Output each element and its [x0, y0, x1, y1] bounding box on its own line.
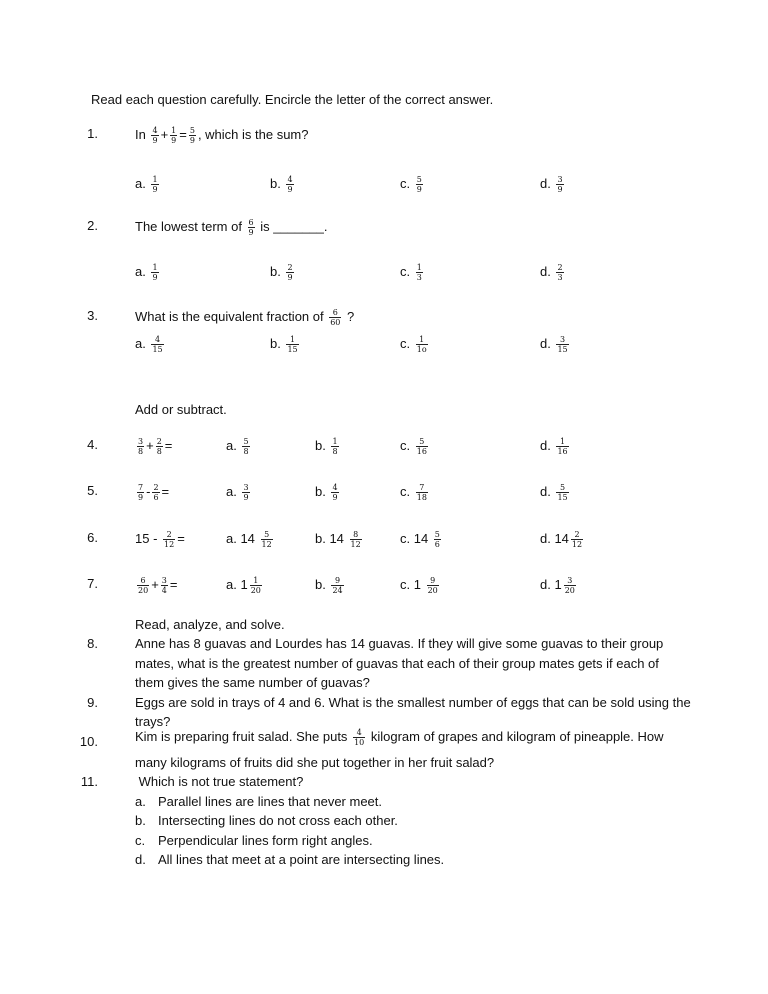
answer-option: [400, 175, 425, 194]
numerator: 5: [189, 126, 195, 135]
denominator: 1o: [416, 345, 427, 354]
denominator: 9: [189, 136, 195, 145]
fraction: [331, 576, 343, 595]
text: kilogram of grapes and kilogram of pineapple. How: [367, 728, 664, 744]
denominator: 3: [416, 273, 422, 282]
fraction: [152, 483, 159, 502]
choice: a.: [135, 793, 146, 809]
numerator: 4: [356, 727, 362, 737]
text: What is the equivalent fraction of: [135, 308, 328, 324]
numerator: 3: [243, 483, 249, 492]
denominator: 12: [350, 540, 361, 549]
choice-text: Parallel lines are lines that never meet.: [158, 793, 383, 809]
numerator: 4: [155, 335, 161, 344]
question-number: 2.: [87, 218, 98, 233]
text: d.: [540, 437, 555, 453]
answer-option: [400, 335, 430, 354]
text: is _______.: [256, 218, 328, 234]
numerator: 5: [416, 175, 422, 184]
question-expression: [135, 530, 185, 549]
denominator: 12: [261, 540, 272, 549]
question-text: [135, 675, 370, 691]
numerator: 1: [419, 335, 425, 344]
question-number: 11.: [80, 774, 98, 789]
denominator: 8: [156, 447, 162, 456]
text: mates, what is the greatest number of guavas that each of their group mates gets if each of: [135, 655, 659, 671]
answer-option: [540, 263, 566, 282]
fraction: [416, 175, 423, 194]
numerator: 3: [560, 335, 566, 344]
answer-option: [540, 483, 571, 502]
fraction: [564, 576, 576, 595]
denominator: 60: [330, 318, 341, 327]
text: Kim is preparing fruit salad. She puts: [135, 728, 352, 744]
choice-text: Perpendicular lines form right angles.: [158, 832, 373, 848]
denominator: 9: [287, 185, 293, 194]
text: a. 14: [226, 530, 259, 546]
answer-option: [540, 437, 571, 456]
denominator: 15: [557, 493, 568, 502]
answer-option: [226, 483, 252, 502]
denominator: 12: [164, 540, 175, 549]
numerator: 1: [416, 263, 422, 272]
text: =: [179, 126, 187, 142]
denominator: 24: [332, 586, 343, 595]
numerator: 2: [574, 530, 580, 539]
answer-option: [315, 437, 341, 456]
text: a.: [135, 263, 150, 279]
numerator: 3: [557, 175, 563, 184]
answer-option: [315, 576, 346, 595]
text: Which is not true statement?: [135, 774, 304, 789]
question-text: [135, 728, 664, 747]
question-text: [135, 755, 494, 771]
numerator: 2: [153, 483, 159, 492]
question-number: 10.: [79, 733, 98, 749]
denominator: 6: [434, 540, 440, 549]
denominator: 9: [152, 185, 158, 194]
numerator: 7: [138, 483, 144, 492]
text: them gives the same number of guavas?: [135, 675, 370, 690]
denominator: 9: [152, 273, 158, 282]
fraction: [163, 530, 175, 549]
answer-option: [270, 263, 296, 282]
question-number: 5.: [87, 483, 98, 498]
numerator: 6: [140, 576, 146, 585]
fraction: [427, 576, 439, 595]
denominator: 6: [153, 493, 159, 502]
text: b.: [315, 437, 330, 453]
text: d. 14: [540, 530, 569, 546]
fraction: [556, 335, 568, 354]
fraction: [137, 437, 144, 456]
denominator: 15: [152, 345, 163, 354]
answer-option: [400, 483, 430, 502]
question-number: 7.: [87, 576, 98, 591]
question-number: 6.: [87, 530, 98, 545]
answer-option: [270, 335, 301, 354]
fraction: [434, 530, 441, 549]
question-number: 9.: [87, 694, 98, 710]
text: =: [177, 530, 185, 546]
numerator: 5: [419, 437, 425, 446]
numerator: 1: [560, 437, 566, 446]
text: 15 -: [135, 530, 162, 546]
section-heading-add-subtract: Add or subtract.: [135, 402, 227, 417]
question-text: [135, 774, 303, 790]
fraction: [151, 126, 158, 145]
question-stem: [135, 308, 354, 327]
choice: b.: [135, 813, 146, 828]
question-text: [135, 695, 691, 711]
denominator: 20: [138, 586, 149, 595]
answer-option: [135, 175, 161, 194]
numerator: 2: [156, 437, 162, 446]
denominator: 9: [557, 185, 563, 194]
numerator: 5: [560, 483, 566, 492]
fraction: [137, 576, 149, 595]
numerator: 4: [287, 175, 293, 184]
denominator: 8: [243, 447, 249, 456]
question-number: 4.: [87, 437, 98, 452]
question-expression: [135, 437, 172, 456]
numerator: 1: [253, 576, 259, 585]
text: many kilograms of fruits did she put together in her fruit salad?: [135, 754, 495, 770]
denominator: 9: [171, 136, 177, 145]
answer-option: [540, 335, 571, 354]
numerator: 4: [332, 483, 338, 492]
denominator: 8: [332, 447, 338, 456]
fraction: [156, 437, 163, 456]
question-stem: [135, 218, 327, 237]
denominator: 3: [557, 273, 563, 282]
fraction: [286, 263, 293, 282]
numerator: 9: [335, 576, 341, 585]
text: , which is the sum?: [197, 126, 309, 142]
text: +: [151, 576, 159, 592]
text: d. 1: [540, 576, 562, 592]
fraction: [161, 576, 168, 595]
denominator: 9: [332, 493, 338, 502]
text: b.: [270, 335, 285, 351]
denominator: 16: [557, 447, 568, 456]
text: c.: [400, 483, 414, 499]
answer-option: [400, 530, 443, 549]
text: d.: [540, 483, 555, 499]
denominator: 8: [138, 447, 144, 456]
numerator: 1: [152, 263, 158, 272]
text: d.: [540, 263, 555, 279]
numerator: 2: [166, 530, 172, 539]
denominator: 20: [564, 586, 575, 595]
instructions: Read each question carefully. Encircle the letter of the correct answer.: [91, 92, 494, 107]
denominator: 9: [243, 493, 249, 502]
denominator: 20: [427, 586, 438, 595]
question-expression: [135, 483, 169, 502]
fraction: [556, 483, 568, 502]
numerator: 6: [332, 308, 338, 317]
denominator: 16: [416, 447, 427, 456]
fraction: [353, 728, 365, 747]
numerator: 3: [567, 576, 573, 585]
numerator: 1: [332, 437, 338, 446]
text: +: [146, 437, 154, 453]
text: b.: [315, 576, 330, 592]
fraction: [350, 530, 362, 549]
answer-option: [400, 263, 425, 282]
fraction: [416, 263, 423, 282]
numerator: 5: [243, 437, 249, 446]
numerator: 5: [264, 530, 270, 539]
denominator: 4: [161, 586, 167, 595]
fraction: [286, 175, 293, 194]
question-text: [135, 636, 663, 652]
text: c.: [400, 437, 414, 453]
text: a.: [135, 175, 150, 191]
denominator: 18: [416, 493, 427, 502]
numerator: 4: [152, 126, 158, 135]
denominator: 10: [354, 737, 365, 747]
fraction: [329, 308, 341, 327]
text: Eggs are sold in trays of 4 and 6. What is the smallest number of eggs that can be sold using the: [135, 694, 691, 710]
text: Anne has 8 guavas and Lourdes has 14 guavas. If they will give some guavas to their group: [135, 636, 664, 651]
text: trays?: [135, 714, 171, 729]
text: c. 14: [400, 530, 432, 546]
denominator: 9: [416, 185, 422, 194]
fraction: [416, 437, 428, 456]
section-heading-solve: Read, analyze, and solve.: [135, 617, 285, 632]
fraction: [250, 576, 262, 595]
fraction: [151, 335, 163, 354]
answer-option: [540, 576, 578, 595]
text: c.: [400, 335, 414, 351]
fraction: [137, 483, 144, 502]
text: b.: [270, 175, 285, 191]
text: +: [160, 126, 169, 142]
text: In: [135, 126, 150, 142]
fraction: [170, 126, 177, 145]
numerator: 1: [171, 126, 177, 135]
text: d.: [540, 175, 555, 191]
text: b.: [270, 263, 285, 279]
fraction: [556, 263, 563, 282]
denominator: 12: [571, 540, 583, 549]
answer-option: [540, 530, 585, 549]
answer-option: [400, 576, 441, 595]
answer-option: [315, 530, 364, 549]
question-text: [135, 656, 659, 672]
denominator: 9: [287, 273, 293, 282]
fraction: [151, 175, 158, 194]
choice: c.: [135, 832, 146, 848]
fraction: [331, 437, 338, 456]
numerator: 3: [138, 437, 144, 446]
answer-option: [315, 483, 341, 502]
fraction: [556, 175, 563, 194]
text: c.: [400, 175, 414, 191]
text: -: [146, 483, 151, 499]
numerator: 2: [557, 263, 563, 272]
denominator: 9: [152, 136, 158, 145]
numerator: 5: [434, 530, 440, 539]
text: a.: [226, 437, 241, 453]
denominator: 9: [248, 228, 254, 237]
text: a.: [226, 483, 241, 499]
fraction: [261, 530, 273, 549]
answer-option: [226, 530, 275, 549]
text: a.: [135, 335, 150, 351]
numerator: 1: [290, 335, 296, 344]
text: The lowest term of: [135, 218, 246, 234]
question-stem: [135, 126, 308, 145]
text: d.: [540, 335, 555, 351]
numerator: 7: [419, 483, 425, 492]
question-number: 1.: [87, 126, 98, 141]
fraction: [331, 483, 338, 502]
numerator: 9: [430, 576, 436, 585]
text: b.: [315, 483, 330, 499]
fraction: [242, 483, 249, 502]
answer-option: [270, 175, 296, 194]
choice-text: All lines that meet at a point are intersecting lines.: [158, 852, 445, 867]
text: c. 1: [400, 576, 425, 592]
answer-option: [540, 175, 566, 194]
fraction: [151, 263, 158, 282]
text: ?: [343, 308, 355, 324]
numerator: 2: [287, 263, 293, 272]
fraction: [242, 437, 249, 456]
question-number: 3.: [87, 308, 98, 323]
text: b. 14: [315, 530, 348, 546]
choice-text: Intersecting lines do not cross each other.: [158, 813, 398, 828]
fraction: [416, 483, 428, 502]
numerator: 1: [152, 175, 158, 184]
text: a. 1: [226, 576, 248, 592]
answer-option: [135, 335, 166, 354]
answer-option: [226, 437, 252, 456]
numerator: 8: [353, 530, 359, 539]
answer-option: [400, 437, 430, 456]
text: =: [169, 576, 178, 592]
fraction: [571, 530, 583, 549]
question-expression: [135, 576, 177, 595]
denominator: 15: [557, 345, 568, 354]
question-number: 8.: [87, 636, 98, 651]
answer-option: [226, 576, 264, 595]
fraction: [556, 437, 568, 456]
choice: d.: [135, 852, 146, 867]
text: =: [164, 437, 173, 453]
denominator: 20: [250, 586, 261, 595]
fraction: [189, 126, 196, 145]
denominator: 9: [138, 493, 144, 502]
numerator: 6: [248, 218, 254, 227]
numerator: 3: [161, 576, 167, 585]
fraction: [286, 335, 298, 354]
denominator: 15: [287, 345, 298, 354]
text: c.: [400, 263, 414, 279]
answer-option: [135, 263, 161, 282]
fraction: [248, 218, 255, 237]
text: =: [161, 483, 170, 499]
fraction: [416, 335, 428, 354]
